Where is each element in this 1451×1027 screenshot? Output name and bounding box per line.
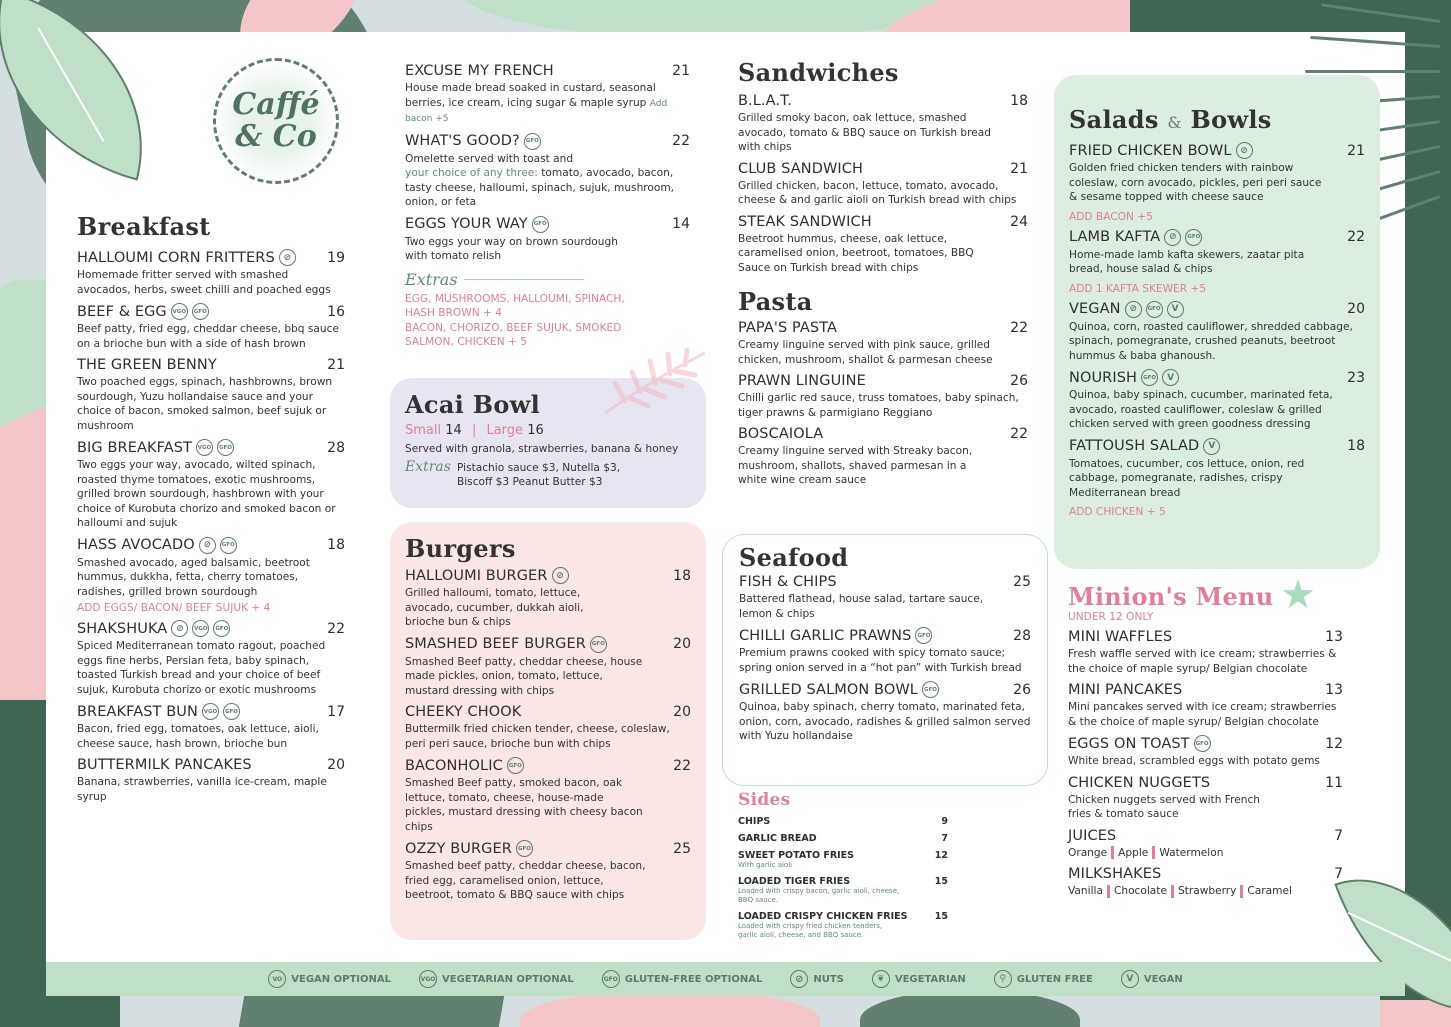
item-desc: Quinoa, baby spinach, cherry tomato, marinated feta, onion, corn, avocado, radishes & grilled salmon served with Yuzu hollandaise bbox=[739, 701, 1031, 742]
item-price: 18 bbox=[327, 537, 345, 553]
vgo-icon: VGO bbox=[196, 439, 213, 456]
extras-line-2: BACON, CHORIZO, BEEF SUJUK, SMOKED SALMON, CHICKEN + 5 bbox=[405, 321, 622, 348]
vegan-icon: V bbox=[1203, 438, 1220, 455]
item-price: 18 bbox=[1010, 93, 1028, 109]
gfo-icon: GFO bbox=[1194, 735, 1211, 752]
side-item bbox=[738, 911, 948, 940]
legend-label: GLUTEN FREE bbox=[1016, 973, 1093, 985]
acai-extras-list: Pistachio sauce $3, Nutella $3, Biscoff $3 Peanut Butter $3 bbox=[456, 461, 621, 488]
menu-item bbox=[1068, 828, 1343, 861]
sandwiches-pasta-section bbox=[738, 58, 1028, 494]
section-title: Sandwiches bbox=[738, 58, 899, 87]
item-desc: Bacon, fried egg, tomatoes, oak lettuce, aioli, cheese sauce, hash brown, brioche bun bbox=[77, 723, 319, 750]
item-desc: Chilli garlic red sauce, truss tomatoes, baby spinach, tiger prawns & parmigiano Reggiano bbox=[738, 392, 1019, 419]
nuts-icon: ⊘ bbox=[1125, 301, 1142, 318]
item-price: 20 bbox=[1347, 301, 1365, 317]
item-addon: ADD BACON +5 bbox=[1069, 210, 1153, 223]
burgers-card bbox=[390, 522, 706, 940]
size-label-small: Small bbox=[405, 423, 442, 438]
item-price: 18 bbox=[673, 567, 691, 584]
menu-item bbox=[405, 704, 691, 751]
item-desc bbox=[405, 152, 690, 210]
item-name: LOADED TIGER FRIES bbox=[738, 876, 851, 887]
option: Watermelon bbox=[1159, 846, 1224, 859]
menu-item bbox=[1069, 438, 1365, 519]
item-desc: Smashed avocado, aged balsamic, beetroot hummus, dukkha, fetta, cherry tomatoes, radishes, grilled brown sourdough bbox=[77, 556, 310, 598]
nuts-icon: ⊘ bbox=[1236, 142, 1253, 159]
vo-icon: VO bbox=[268, 970, 286, 988]
item-name: FRIED CHICKEN BOWL bbox=[1069, 142, 1232, 159]
item-desc: Mini pancakes served with ice cream; strawberries & the choice of maple syrup/ Belgian chocolate bbox=[1068, 701, 1337, 728]
item-name: MINI PANCAKES bbox=[1068, 682, 1183, 698]
item-price: 15 bbox=[934, 876, 948, 887]
item-name: OZZY BURGER bbox=[405, 840, 512, 857]
legend-gluten-free bbox=[994, 970, 1093, 988]
item-addon: ADD 1 KAFTA SKEWER +5 bbox=[1069, 282, 1207, 295]
section-title: Burgers bbox=[405, 534, 516, 563]
item-price: 12 bbox=[934, 850, 948, 861]
side-item bbox=[738, 816, 948, 827]
legend-label: VEGETARIAN bbox=[894, 973, 966, 985]
item-price: 22 bbox=[1010, 320, 1028, 336]
vgo-icon: VGO bbox=[419, 970, 437, 988]
item-desc: Smashed beef patty, cheddar cheese, bacon, fried egg, caramelised onion, lettuce, beetroot, tomato & BBQ sauce with chips bbox=[405, 860, 646, 901]
gfo-icon: GFO bbox=[220, 537, 237, 554]
item-name: BREAKFAST BUN bbox=[77, 703, 198, 720]
option: Chocolate bbox=[1113, 885, 1167, 897]
menu-item bbox=[738, 426, 1028, 488]
side-item bbox=[738, 833, 948, 844]
item-price: 28 bbox=[327, 439, 345, 456]
item-price: 26 bbox=[1010, 373, 1028, 389]
item-desc: Quinoa, corn, roasted cauliflower, shredded cabbage, spinach, pomegranate, crushed peanuts, beetroot hummus & baba ghanoush. bbox=[1069, 320, 1353, 362]
nuts-icon: ⊘ bbox=[171, 620, 188, 637]
item-name: GRILLED SALMON BOWL bbox=[739, 681, 918, 698]
vegan-icon: V bbox=[1167, 301, 1184, 318]
item-addon: ADD EGGS/ BACON/ BEEF SUJUK + 4 bbox=[77, 602, 271, 614]
legend-label: NUTS bbox=[813, 973, 844, 985]
vegetarian-icon: ⊘ bbox=[552, 567, 569, 584]
size-price-small: 14 bbox=[445, 423, 462, 438]
acai-desc: Served with granola, strawberries, banana & honey bbox=[405, 443, 679, 455]
gfo-icon: GFO bbox=[915, 627, 932, 644]
gfo-icon: GFO bbox=[532, 216, 549, 233]
size-label-large: Large bbox=[486, 423, 524, 438]
gfo-icon: GFO bbox=[213, 620, 230, 637]
item-name: CHICKEN NUGGETS bbox=[1068, 774, 1211, 791]
item-price: 28 bbox=[1013, 627, 1031, 644]
legend-label: VEGETARIAN OPTIONAL bbox=[442, 973, 574, 985]
section-title bbox=[1069, 105, 1365, 134]
item-name: THE GREEN BENNY bbox=[77, 357, 217, 373]
vgo-icon: VGO bbox=[192, 620, 209, 637]
extras-line-1: EGG, MUSHROOMS, HALLOUMI, SPINACH, HASH BROWN + 4 bbox=[405, 292, 625, 319]
item-desc: Battered flathead, house salad, tartare sauce, lemon & chips bbox=[739, 593, 984, 620]
legend-nuts bbox=[790, 970, 844, 988]
title-part: & bbox=[1167, 113, 1182, 132]
menu-item bbox=[1068, 866, 1343, 899]
item-name: EGGS YOUR WAY bbox=[405, 216, 528, 232]
breakfast-continued-section bbox=[405, 63, 690, 350]
menu-item bbox=[1069, 369, 1365, 432]
menu-item bbox=[405, 133, 690, 210]
menu-item bbox=[405, 840, 691, 903]
item-desc: Tomatoes, cucumber, cos lettuce, onion, red cabbage, pomegranate, radishes, crispy Mediterranean bread bbox=[1069, 457, 1305, 499]
size-price-large: 16 bbox=[527, 423, 544, 438]
item-name: EXCUSE MY FRENCH bbox=[405, 63, 554, 79]
seafood-card bbox=[722, 534, 1048, 786]
side-item bbox=[738, 876, 948, 905]
sides-section bbox=[738, 790, 948, 940]
star-icon: ★ bbox=[1280, 572, 1316, 618]
item-name: CLUB SANDWICH bbox=[738, 160, 863, 177]
extras-title: Extras bbox=[405, 269, 458, 289]
item-price: 23 bbox=[1347, 369, 1365, 386]
option: Vanilla bbox=[1068, 885, 1103, 897]
item-desc: Homemade fritter served with smashed avocados, herbs, sweet chilli and poached eggs bbox=[77, 269, 331, 296]
gfo-icon: GFO bbox=[922, 681, 939, 698]
minions-menu-section bbox=[1068, 582, 1343, 905]
menu-item bbox=[738, 214, 1028, 276]
vegan-icon: V bbox=[1121, 970, 1139, 988]
item-name: VEGAN bbox=[1069, 301, 1121, 317]
legend-vegetarian bbox=[872, 970, 966, 988]
item-desc: Banana, strawberries, vanilla ice-cream, maple syrup bbox=[77, 776, 327, 803]
item-price: 12 bbox=[1325, 735, 1343, 752]
option: Orange bbox=[1068, 846, 1108, 859]
item-name: EGGS ON TOAST bbox=[1068, 735, 1190, 752]
item-name: GARLIC BREAD bbox=[738, 833, 817, 844]
item-desc-text: House made bread soaked in custard, seasonal berries, ice cream, icing sugar & maple syrup bbox=[405, 82, 656, 109]
item-desc: Two eggs your way, avocado, wilted spinach, roasted thyme tomatoes, exotic mushrooms, grilled brown sourdough, hashbrown with your choice of Kurobuta chorizo and smoked bacon or halloumi and sujuk bbox=[77, 459, 336, 529]
menu-item bbox=[77, 620, 345, 697]
legend-label: GLUTEN-FREE OPTIONAL bbox=[624, 973, 763, 985]
item-name: CHIPS bbox=[738, 816, 771, 827]
gfo-icon: GFO bbox=[602, 970, 620, 988]
section-title: Acai Bowl bbox=[405, 390, 541, 419]
item-desc: Two eggs your way on brown sourdough with tomato relish bbox=[405, 235, 618, 262]
acai-sizes: Small 14 | Large 16 bbox=[405, 423, 544, 438]
salads-bowls-card bbox=[1054, 75, 1380, 569]
item-price: 24 bbox=[1010, 213, 1028, 230]
gluten-free-icon: ⚲ bbox=[994, 970, 1012, 988]
extras-header bbox=[405, 270, 690, 289]
menu-item bbox=[77, 537, 345, 615]
menu-item bbox=[77, 439, 345, 531]
item-price: 19 bbox=[327, 249, 345, 266]
nuts-icon: ⊘ bbox=[199, 537, 216, 554]
item-name: LAMB KAFTA bbox=[1069, 229, 1161, 245]
item-price: 16 bbox=[327, 303, 345, 320]
item-desc: Grilled chicken, bacon, lettuce, tomato, avocado, cheese & and garlic aioli on Turkish bread with chips bbox=[738, 179, 1017, 206]
item-desc: Creamy linguine served with Streaky bacon, mushroom, shallots, shaved parmesan in a white wine cream sauce bbox=[738, 445, 973, 486]
gfo-icon: GFO bbox=[516, 840, 533, 857]
item-desc: Loaded with crispy fried chicken tenders, garlic aioli, cheese, and BBQ sauce. bbox=[738, 922, 883, 939]
menu-item bbox=[77, 357, 345, 433]
item-price: 20 bbox=[673, 704, 691, 720]
section-subtitle: UNDER 12 ONLY bbox=[1068, 611, 1154, 623]
gfo-icon: GFO bbox=[1185, 229, 1202, 246]
item-desc: Beef patty, fried egg, cheddar cheese, bbq sauce on a brioche bun with a side of hash brown bbox=[77, 323, 339, 350]
menu-item bbox=[739, 574, 1031, 621]
item-name: BOSCAIOLA bbox=[738, 426, 824, 442]
menu-item bbox=[1068, 629, 1343, 676]
item-price: 21 bbox=[1347, 142, 1365, 159]
item-name: BACONHOLIC bbox=[405, 757, 503, 774]
item-desc: With garlic aioli bbox=[738, 861, 793, 869]
item-name: SMASHED BEEF BURGER bbox=[405, 636, 586, 652]
item-desc: Grilled halloumi, tomato, lettuce, avocado, cucumber, dukkah aioli, brioche bun & chips bbox=[405, 587, 584, 628]
item-desc: Beetroot hummus, cheese, oak lettuce, caramelised onion, beetroot, tomatoes, BBQ Sauce on Turkish bread with chips bbox=[738, 232, 974, 274]
menu-item bbox=[405, 636, 691, 699]
fern-icon bbox=[600, 348, 710, 418]
legend-vegetarian-optional bbox=[419, 970, 574, 988]
item-desc: Loaded with crispy bacon, garlic aioli, cheese, BBQ sauce. bbox=[738, 887, 900, 904]
item-price: 22 bbox=[1347, 229, 1365, 245]
item-desc-highlight: your choice of any three: bbox=[405, 167, 538, 179]
vgo-icon: VGO bbox=[202, 703, 219, 720]
menu-item bbox=[1069, 301, 1365, 364]
item-name: BEEF & EGG bbox=[77, 303, 167, 320]
extras-title: Extras bbox=[405, 458, 451, 475]
section-title: Minion's Menu bbox=[1068, 582, 1274, 611]
item-desc: Fresh waffle served with ice cream; strawberries & the choice of maple syrup/ Belgian chocolate bbox=[1068, 648, 1337, 675]
menu-item bbox=[738, 373, 1028, 420]
gfo-icon: GFO bbox=[590, 636, 607, 653]
item-name: PRAWN LINGUINE bbox=[738, 373, 866, 389]
item-price: 26 bbox=[1013, 681, 1031, 698]
option: Apple bbox=[1118, 846, 1149, 859]
menu-item bbox=[738, 93, 1028, 155]
gfo-icon: GFO bbox=[223, 703, 240, 720]
section-title: Pasta bbox=[738, 287, 813, 316]
menu-item bbox=[1068, 735, 1343, 769]
item-addon: ADD CHICKEN + 5 bbox=[1069, 506, 1166, 518]
menu-item bbox=[77, 249, 345, 297]
gfo-icon: GFO bbox=[507, 757, 524, 774]
item-price: 11 bbox=[1325, 774, 1343, 791]
logo-line-2: & Co bbox=[235, 119, 317, 154]
item-desc bbox=[405, 81, 690, 127]
section-title: Seafood bbox=[739, 543, 849, 572]
item-name: CHEEKY CHOOK bbox=[405, 704, 522, 720]
item-price: 20 bbox=[673, 636, 691, 652]
item-options bbox=[1068, 846, 1343, 861]
item-price: 22 bbox=[327, 620, 345, 637]
item-name: MINI WAFFLES bbox=[1068, 629, 1173, 645]
menu-item bbox=[739, 681, 1031, 744]
item-price: 21 bbox=[1010, 160, 1028, 177]
breakfast-section bbox=[77, 212, 345, 810]
item-price: 22 bbox=[673, 757, 691, 774]
logo-line-1: Caffé bbox=[232, 87, 320, 122]
item-price: 13 bbox=[1325, 629, 1343, 645]
item-desc: Spiced Mediterranean tomato ragout, poached eggs fine herbs, Persian feta, baby spinach, toasted Turkish bread and your choice of beef sujuk, Kurobuta chorizo or exotic mushrooms bbox=[77, 640, 326, 696]
legend-label: VEGAN OPTIONAL bbox=[291, 973, 392, 985]
menu-item bbox=[738, 320, 1028, 367]
item-price: 13 bbox=[1325, 682, 1343, 698]
menu-item bbox=[405, 63, 690, 127]
item-name: SHAKSHUKA bbox=[77, 620, 168, 637]
item-name: LOADED CRISPY CHICKEN FRIES bbox=[738, 911, 908, 922]
legend-vegan-optional bbox=[268, 970, 391, 988]
item-desc: Quinoa, baby spinach, cucumber, marinated feta, avocado, roasted cauliflower, coleslaw & grilled chicken served with green goodness dressing bbox=[1069, 389, 1333, 430]
item-options bbox=[1068, 884, 1343, 899]
dietary-legend bbox=[46, 962, 1405, 996]
item-name: CHILLI GARLIC PRAWNS bbox=[739, 627, 912, 644]
item-desc: Grilled smoky bacon, oak lettuce, smashed avocado, tomato & BBQ sauce on Turkish bread with chips bbox=[738, 112, 992, 153]
title-part: Salads bbox=[1069, 105, 1159, 134]
item-name: HALLOUMI CORN FRITTERS bbox=[77, 249, 275, 266]
menu-item bbox=[739, 627, 1031, 675]
section-title: Breakfast bbox=[77, 212, 211, 241]
item-name: SWEET POTATO FRIES bbox=[738, 850, 855, 861]
item-price: 21 bbox=[327, 357, 345, 373]
item-desc: Buttermilk fried chicken tender, cheese, coleslaw, peri peri sauce, brioche bun with chips bbox=[405, 723, 670, 750]
item-price: 7 bbox=[1334, 866, 1343, 882]
item-name: PAPA'S PASTA bbox=[738, 320, 838, 336]
item-name: MILKSHAKES bbox=[1068, 866, 1162, 882]
item-name: B.L.A.T. bbox=[738, 93, 793, 109]
item-name: HALLOUMI BURGER bbox=[405, 567, 548, 584]
item-desc: Chicken nuggets served with French fries & tomato sauce bbox=[1068, 793, 1261, 820]
vegan-icon: V bbox=[1162, 369, 1179, 386]
option: Strawberry bbox=[1177, 885, 1237, 897]
item-desc: Premium prawns cooked with spicy tomato sauce; spring onion served in a “hot pan” with Turkish bread bbox=[739, 647, 1022, 674]
legend-label: VEGAN bbox=[1143, 973, 1183, 985]
item-desc-text: tomato, avocado, bacon, tasty cheese, halloumi, spinach, sujuk, mushroom, onion, or feta bbox=[405, 167, 675, 208]
item-desc: Golden fried chicken tenders with rainbow coleslaw, corn avocado, pickles, peri peri sauce & sesame topped with cheese sauce bbox=[1069, 162, 1322, 203]
item-name: HASS AVOCADO bbox=[77, 537, 195, 553]
item-price: 9 bbox=[941, 816, 948, 827]
item-price: 22 bbox=[672, 133, 690, 149]
menu-item bbox=[1068, 682, 1343, 729]
vgo-icon: VGO bbox=[171, 303, 188, 320]
gfo-icon: GFO bbox=[1141, 369, 1158, 386]
menu-item bbox=[1069, 229, 1365, 295]
item-desc: Creamy linguine served with pink sauce, grilled chicken, mushroom, shallot & parmesan cheese bbox=[738, 339, 993, 366]
menu-item bbox=[405, 216, 690, 264]
item-price: 25 bbox=[1013, 574, 1031, 590]
item-name: STEAK SANDWICH bbox=[738, 213, 872, 230]
item-price: 7 bbox=[941, 833, 948, 844]
menu-item bbox=[77, 303, 345, 351]
vegetarian-icon: ❦ bbox=[872, 970, 890, 988]
side-item bbox=[738, 850, 948, 870]
gfo-icon: GFO bbox=[524, 133, 541, 150]
item-name: BIG BREAKFAST bbox=[77, 439, 192, 456]
item-name: WHAT'S GOOD? bbox=[405, 133, 520, 149]
cafe-logo bbox=[213, 58, 339, 184]
gfo-icon: GFO bbox=[1146, 301, 1163, 318]
item-desc: Smashed Beef patty, smoked bacon, oak lettuce, tomato, cheese, house-made pickles, mustard dressing with cheesy bacon chips bbox=[405, 777, 643, 833]
legend-gluten-free-optional bbox=[602, 970, 763, 988]
item-price: 22 bbox=[1010, 426, 1028, 442]
item-price: 17 bbox=[327, 703, 345, 720]
item-name: FISH & CHIPS bbox=[739, 574, 837, 590]
gfo-icon: GFO bbox=[217, 439, 234, 456]
item-price: 7 bbox=[1334, 827, 1343, 844]
item-name: BUTTERMILK PANCAKES bbox=[77, 757, 252, 773]
item-desc: Home-made lamb kafta skewers, zaatar pita bread, house salad & chips bbox=[1069, 248, 1305, 275]
nuts-icon: ⊘ bbox=[1164, 229, 1181, 246]
acai-bowl-card bbox=[390, 378, 706, 508]
menu-item bbox=[1068, 775, 1343, 822]
item-price: 15 bbox=[934, 911, 948, 922]
item-price: 20 bbox=[327, 757, 345, 773]
item-price: 14 bbox=[672, 216, 690, 232]
menu-item bbox=[405, 757, 691, 834]
item-price: 25 bbox=[673, 840, 691, 857]
item-desc-text: Omelette served with toast and bbox=[405, 152, 574, 165]
menu-item bbox=[738, 161, 1028, 208]
item-name: FATTOUSH SALAD bbox=[1069, 438, 1200, 454]
section-title: Sides bbox=[738, 790, 791, 810]
nuts-icon: ⊘ bbox=[279, 249, 296, 266]
item-desc: Smashed Beef patty, cheddar cheese, house made pickles, onion, tomato, lettuce, mustard dressing with chips bbox=[405, 655, 643, 697]
item-note: Add bacon +5 bbox=[405, 98, 668, 124]
divider bbox=[464, 279, 584, 280]
menu-item bbox=[77, 703, 345, 751]
gfo-icon: GFO bbox=[192, 303, 209, 320]
item-name: JUICES bbox=[1068, 827, 1117, 844]
nuts-icon: ⊘ bbox=[790, 970, 808, 988]
menu-item bbox=[77, 757, 345, 804]
item-name: NOURISH bbox=[1069, 369, 1138, 386]
acai-extras bbox=[405, 459, 691, 490]
menu-item bbox=[1069, 142, 1365, 223]
item-price: 21 bbox=[672, 63, 690, 79]
menu-item bbox=[405, 567, 691, 630]
legend-vegan bbox=[1121, 970, 1183, 988]
item-price: 18 bbox=[1347, 438, 1365, 454]
title-part: Bowls bbox=[1190, 105, 1272, 134]
item-desc: Two poached eggs, spinach, hashbrowns, brown sourdough, Yuzu hollandaise sauce and your choice of bacon, smoked salmon, beef sujuk or mushroom bbox=[77, 376, 333, 432]
item-desc: White bread, scrambled eggs with potato gems bbox=[1068, 755, 1320, 767]
option: Caramel bbox=[1247, 885, 1292, 897]
